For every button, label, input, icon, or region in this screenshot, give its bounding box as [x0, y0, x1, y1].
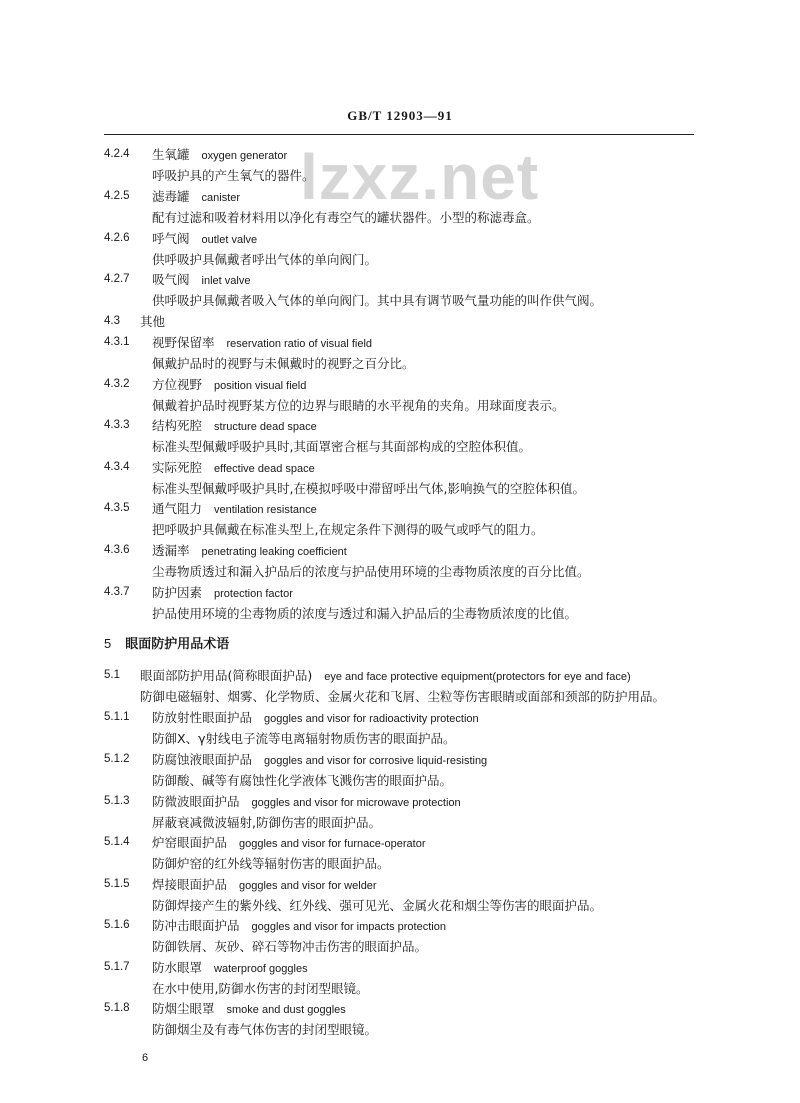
entry-heading — [152, 877, 377, 894]
entry-english: outlet valve — [201, 234, 258, 246]
section-title-text: 眼面防护用品术语 — [125, 637, 230, 652]
entry-heading — [152, 794, 461, 811]
entry-definition: 把呼吸护具佩戴在标准头型上,在规定条件下测得的吸气或呼气的阻力。 — [152, 522, 544, 537]
entry-heading — [152, 835, 426, 852]
entry-term: 通气阻力 — [152, 501, 203, 516]
entry-term: 实际死腔 — [152, 460, 203, 475]
entry-term: 防腐蚀液眼面护品 — [152, 752, 253, 767]
entry-heading — [152, 272, 250, 289]
subsection-title: 其他 — [140, 314, 166, 329]
entry-number: 4.2.4 — [104, 148, 130, 160]
header-rule — [104, 134, 694, 135]
entry-heading — [152, 543, 347, 560]
entry-number: 4.3.5 — [104, 502, 130, 514]
entry-term: 防水眼罩 — [152, 960, 203, 975]
entry-english: oxygen generator — [201, 150, 288, 162]
entry-definition: 配有过滤和吸着材料用以净化有毒空气的罐状器件。小型的称滤毒盒。 — [152, 210, 540, 225]
entry-heading — [152, 752, 487, 769]
entry-term: 炉窑眼面护品 — [152, 835, 228, 850]
entry-number: 4.3.7 — [104, 586, 130, 598]
watermark-logo: lzxz.net — [300, 141, 540, 213]
entry-english: goggles and visor for corrosive liquid-resisting — [264, 755, 488, 767]
entry-heading — [152, 231, 257, 248]
entry-definition: 佩戴护品时的视野与未佩戴时的视野之百分比。 — [152, 356, 415, 371]
entry-number: 5.1.8 — [104, 1002, 130, 1014]
entry-number: 4.2.7 — [104, 273, 130, 285]
entry-number: 5.1.5 — [104, 878, 130, 890]
entry-english: penetrating leaking coefficient — [201, 546, 347, 558]
entry-term: 防微波眼面护品 — [152, 794, 240, 809]
entry-number: 5.1.2 — [104, 753, 130, 765]
entry-term: 生氧罐 — [152, 147, 190, 162]
entry-number: 4.3.6 — [104, 544, 130, 556]
entry-heading — [152, 147, 287, 164]
entry-number: 4.2.5 — [104, 190, 130, 202]
entry-number: 5.1.1 — [104, 711, 130, 723]
entry-english: effective dead space — [214, 463, 315, 475]
entry-english: waterproof goggles — [214, 963, 308, 975]
entry-term: 透漏率 — [152, 543, 190, 558]
entry-term: 防烟尘眼罩 — [152, 1001, 215, 1016]
entry-english: smoke and dust goggles — [226, 1004, 346, 1016]
entry-definition: 标准头型佩戴呼吸护具时,其面罩密合框与其面部构成的空腔体积值。 — [152, 439, 531, 454]
entry-english: goggles and visor for furnace-operator — [239, 838, 426, 850]
entry-term: 滤毒罐 — [152, 189, 190, 204]
subsection-number: 4.3 — [104, 315, 120, 327]
entry-term: 眼面部防护用品(简称眼面护品) — [140, 668, 313, 683]
entry-heading — [152, 460, 315, 477]
entry-term: 防放射性眼面护品 — [152, 710, 253, 725]
entry-heading — [152, 585, 293, 602]
entry-heading — [152, 377, 306, 394]
entry-definition: 供呼吸护具佩戴者呼出气体的单向阀门。 — [152, 252, 378, 267]
section-number: 5 — [104, 636, 112, 651]
entry-english: canister — [201, 192, 241, 204]
entry-term: 视野保留率 — [152, 335, 215, 350]
entry-definition: 在水中使用,防御水伤害的封闭型眼镜。 — [152, 981, 369, 996]
entry-number: 5.1.6 — [104, 919, 130, 931]
entry-number: 4.2.6 — [104, 232, 130, 244]
entry-definition: 防御铁屑、灰砂、碎石等物冲击伤害的眼面护品。 — [152, 939, 428, 954]
entry-heading — [152, 189, 240, 206]
entry-definition: 防御X、γ射线电子流等电离辐射物质伤害的眼面护品。 — [152, 731, 456, 746]
entry-english: reservation ratio of visual field — [226, 338, 373, 350]
entry-english: protection factor — [214, 588, 293, 600]
entry-definition: 尘毒物质透过和漏入护品后的浓度与护品使用环境的尘毒物质浓度的百分比值。 — [152, 564, 590, 579]
entry-definition: 防御焊接产生的紫外线、红外线、强可见光、金属火花和烟尘等伤害的眼面护品。 — [152, 898, 603, 913]
entry-heading — [152, 918, 446, 935]
entry-heading — [152, 960, 308, 977]
entry-definition: 防御烟尘及有毒气体伤害的封闭型眼镜。 — [152, 1022, 378, 1037]
entry-heading — [152, 1001, 346, 1018]
entry-definition: 防御电磁辐射、烟雾、化学物质、金属火花和飞屑、尘粒等伤害眼睛或面部和颈部的防护用品。 — [140, 689, 666, 704]
entry-heading — [152, 710, 479, 727]
page-header: GB/T 12903—91 — [347, 108, 453, 123]
entry-definition: 防御酸、碱等有腐蚀性化学液体飞溅伤害的眼面护品。 — [152, 773, 453, 788]
entry-english: goggles and visor for radioactivity protection — [264, 713, 479, 725]
entry-definition: 供呼吸护具佩戴者吸入气体的单向阀门。其中具有调节吸气量功能的叫作供气阀。 — [152, 293, 603, 308]
entry-term: 防冲击眼面护品 — [152, 918, 240, 933]
page-number: 6 — [142, 1052, 149, 1064]
entry-definition: 防御炉窑的红外线等辐射伤害的眼面护品。 — [152, 856, 390, 871]
entry-english: goggles and visor for impacts protection — [251, 921, 446, 933]
entry-number: 5.1.4 — [104, 836, 130, 848]
entry-definition: 标准头型佩戴呼吸护具时,在模拟呼吸中滞留呼出气体,影响换气的空腔体积值。 — [152, 481, 585, 496]
section-title — [104, 633, 229, 652]
entry-definition: 佩戴着护品时视野某方位的边界与眼睛的水平视角的夹角。用球面度表示。 — [152, 398, 565, 413]
entry-english: eye and face protective equipment(protectors for eye and face) — [324, 671, 631, 683]
entry-number: 5.1.3 — [104, 795, 130, 807]
entry-heading — [152, 501, 317, 518]
entry-definition: 屏蔽衰减微波辐射,防御伤害的眼面护品。 — [152, 815, 381, 830]
entry-english: structure dead space — [214, 421, 317, 433]
entry-term: 焊接眼面护品 — [152, 877, 228, 892]
entry-term: 结构死腔 — [152, 418, 203, 433]
entry-heading — [152, 418, 317, 435]
entry-term: 吸气阀 — [152, 272, 190, 287]
entry-number: 5.1.7 — [104, 961, 130, 973]
entry-english: goggles and visor for welder — [239, 880, 377, 892]
entry-english: goggles and visor for microwave protection — [251, 797, 461, 809]
entry-number: 4.3.1 — [104, 336, 130, 348]
entry-english: inlet valve — [201, 275, 251, 287]
entry-number: 4.3.4 — [104, 461, 130, 473]
entry-heading — [140, 668, 631, 685]
entry-number: 4.3.2 — [104, 378, 130, 390]
entry-heading — [152, 335, 372, 352]
entry-english: ventilation resistance — [214, 504, 317, 516]
entry-term: 防护因素 — [152, 585, 203, 600]
entry-number: 5.1 — [104, 669, 120, 681]
entry-term: 呼气阀 — [152, 231, 190, 246]
entry-number: 4.3.3 — [104, 419, 130, 431]
entry-term: 方位视野 — [152, 377, 203, 392]
entry-definition: 呼吸护具的产生氧气的器件。 — [152, 168, 315, 183]
entry-definition: 护品使用环境的尘毒物质的浓度与透过和漏入护品后的尘毒物质浓度的比值。 — [152, 606, 578, 621]
entry-english: position visual field — [214, 380, 307, 392]
